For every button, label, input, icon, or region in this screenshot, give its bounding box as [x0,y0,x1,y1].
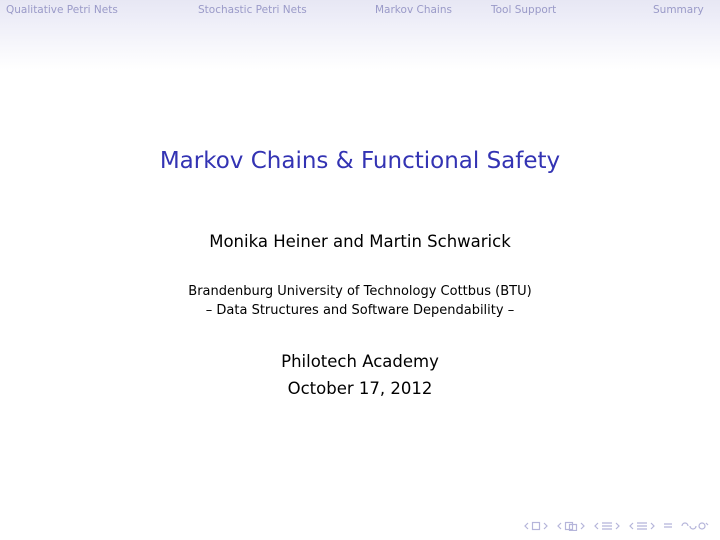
institution-name: Brandenburg University of Technology Cottbus (BTU) [188,284,532,299]
venue-name: Philotech Academy [281,352,439,371]
section-navigation-bar [0,0,720,70]
venue-block [0,348,720,402]
slide-title: Markov Chains & Functional Safety [159,148,561,174]
institution-department: – Data Structures and Software Dependability – [205,303,515,318]
subsection-nav-icon[interactable] [556,521,586,531]
beamer-navigation-symbols [518,520,710,532]
frame-nav-icon[interactable] [523,521,549,531]
nav-tab-stochastic-petri-nets[interactable]: Stochastic Petri Nets [198,4,307,16]
search-icon[interactable] [680,521,710,531]
nav-tab-summary[interactable]: Summary [653,4,704,16]
section-nav-icon-2[interactable] [628,521,656,531]
nav-tab-qualitative-petri-nets[interactable]: Qualitative Petri Nets [6,4,118,16]
section-nav-icon[interactable] [593,521,621,531]
slide-authors: Monika Heiner and Martin Schwarick [209,232,511,251]
presentation-date: October 17, 2012 [287,379,433,398]
align-icon[interactable] [663,521,673,531]
institution [0,282,720,320]
nav-tab-tool-support[interactable]: Tool Support [491,4,557,16]
nav-tab-markov-chains[interactable]: Markov Chains [375,4,452,16]
